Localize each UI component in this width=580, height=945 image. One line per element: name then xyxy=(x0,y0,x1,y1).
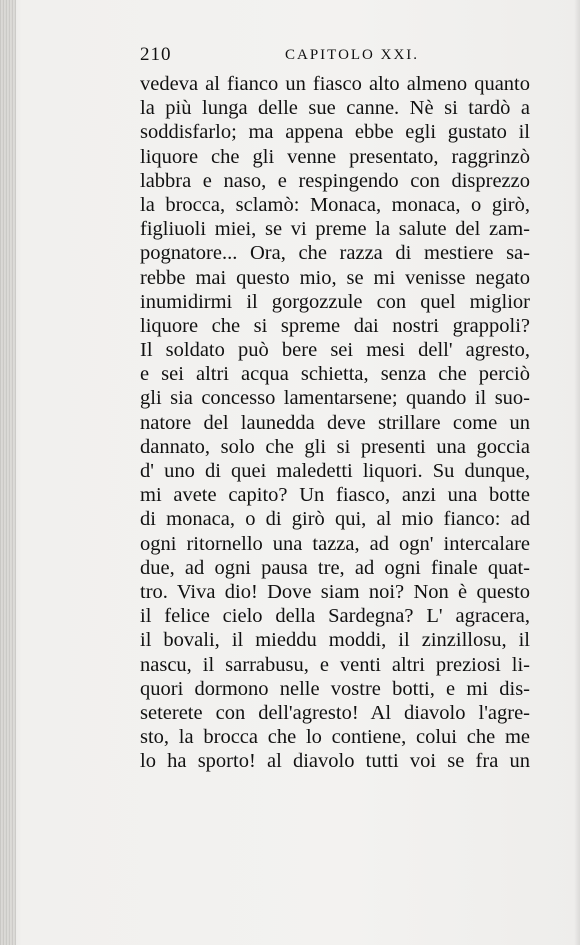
text-line: di monaca, o di girò qui, al mio fianco: ad xyxy=(140,508,530,531)
body-text xyxy=(140,72,530,773)
text-line: mi avete capito? Un fiasco, anzi una botte xyxy=(140,484,530,507)
text-line: seterete con dell'agresto! Al diavolo l'agre- xyxy=(140,701,530,724)
text-line: natore del launedda deve strillare come un xyxy=(140,411,530,434)
text-line: il bovali, il mieddu moddi, il zinzillosu, il xyxy=(140,629,530,652)
text-line: la più lunga delle sue canne. Nè si tardò a xyxy=(140,97,530,120)
text-line: nascu, il sarrabusu, e venti altri preziosi li- xyxy=(140,653,530,676)
text-line: lo ha sporto! al diavolo tutti voi se fra un xyxy=(140,750,530,773)
text-line: d' uno di quei maledetti liquori. Su dunque, xyxy=(140,460,530,482)
text-line: e sei altri acqua schietta, senza che perciò xyxy=(140,363,530,386)
text-line: la brocca, sclamò: Monaca, monaca, o girò, xyxy=(140,193,530,216)
text-line: inumidirmi il gorgozzule con quel miglior xyxy=(140,290,530,313)
running-head: CAPITOLO XXI. xyxy=(285,47,420,63)
page-number: 210 xyxy=(140,44,172,65)
text-line: ogni ritornello una tazza, ad ogn' intercalare xyxy=(140,532,530,555)
text-line: vedeva al fianco un fiasco alto almeno quanto xyxy=(140,73,530,95)
text-line: quori dormono nelle vostre botti, e mi dis- xyxy=(140,677,530,700)
text-line: liquore che si spreme dai nostri grappoli? xyxy=(140,314,530,337)
text-line: due, ad ogni pausa tre, ad ogni finale quat- xyxy=(140,556,530,579)
page-edge-shadow xyxy=(574,0,580,945)
text-line: tro. Viva dio! Dove siam noi? Non è questo xyxy=(140,580,530,603)
text-line: gli sia concesso lamentarsene; quando il suo- xyxy=(140,387,530,410)
text-line: soddisfarlo; ma appena ebbe egli gustato il xyxy=(140,121,530,144)
text-line: pognatore... Ora, che razza di mestiere sa- xyxy=(140,242,530,265)
text-line: il felice cielo della Sardegna? L' agracera, xyxy=(140,605,530,628)
text-line: sto, la brocca che lo contiene, colui che me xyxy=(140,726,530,749)
page-binding-edge xyxy=(0,0,16,945)
text-line: liquore che gli venne presentato, raggrinzò xyxy=(140,145,530,168)
text-line: figliuoli miei, se vi preme la salute del zam- xyxy=(140,218,530,241)
text-line: Il soldato può bere sei mesi dell' agresto, xyxy=(140,339,530,362)
text-line: dannato, solo che gli si presenti una goccia xyxy=(140,435,530,458)
text-line: rebbe mai questo mio, se mi venisse negato xyxy=(140,266,530,289)
text-line: labbra e naso, e respingendo con disprezzo xyxy=(140,169,530,192)
page-header xyxy=(140,44,530,68)
